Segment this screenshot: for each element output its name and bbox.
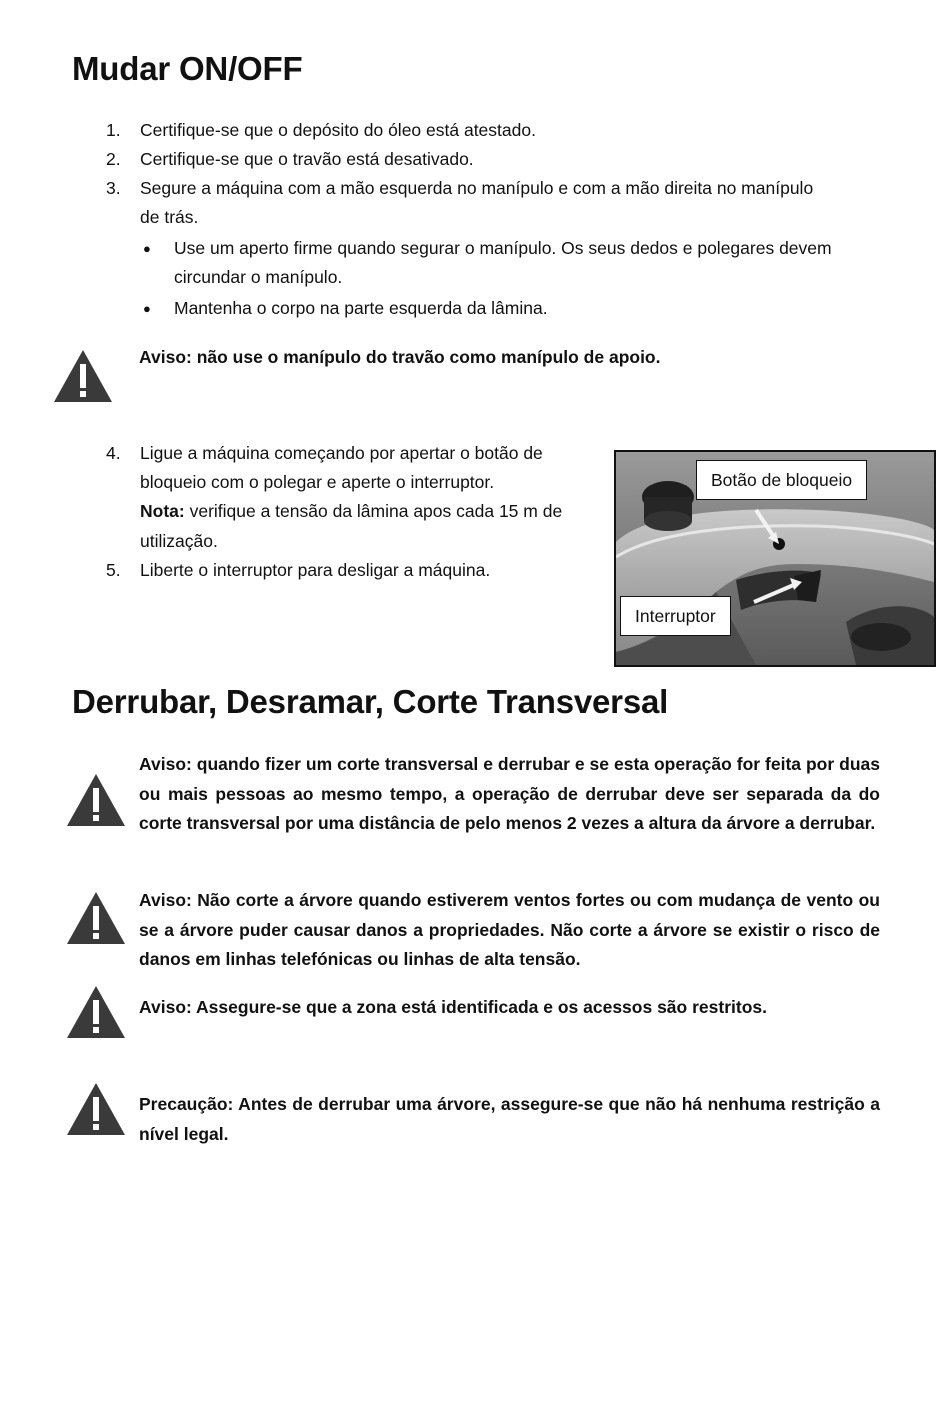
section-title-felling: Derrubar, Desramar, Corte Transversal xyxy=(72,683,669,720)
step-text: Segure a máquina com a mão esquerda no manípulo e com a mão direita no manípulo xyxy=(140,178,814,198)
step-text: Ligue a máquina começando por apertar o botão de xyxy=(140,443,543,463)
warning-triangle-icon xyxy=(65,984,127,1040)
note-text: verifique a tensão da lâmina apos cada 15 m de xyxy=(184,501,563,521)
warning-triangle-icon xyxy=(65,890,127,946)
warning-text: Aviso: Assegure-se que a zona está identificada e os acessos são restritos. xyxy=(139,997,767,1017)
step-text: Certifique-se que o travão está desativado. xyxy=(140,149,474,169)
bullet-dot: ● xyxy=(143,241,151,256)
warning-text: Aviso: quando fizer um corte transversal e derrubar e se esta operação for feita por duas ou mais pessoas ao mesmo tempo, a operação de derrubar deve ser separada da do corte transversal por uma distância de pelo menos 2 vezes a altura da árvore a derrubar. xyxy=(139,754,880,833)
warning-triangle-icon xyxy=(65,1081,127,1137)
warning-triangle-icon xyxy=(65,772,127,828)
warning-text: Aviso: Não corte a árvore quando estiverem ventos fortes ou com mudança de vento ou se a árvore puder causar danos a propriedades. Não corte a árvore se existir o risco de danos em linhas telefónicas ou linhas de alta tensão. xyxy=(139,890,880,969)
step-number: 2. xyxy=(106,149,121,169)
step-text: Liberte o interruptor para desligar a máquina. xyxy=(140,560,491,580)
step-number: 3. xyxy=(106,178,121,198)
note-label: Nota: xyxy=(140,501,185,521)
warning-triangle-icon xyxy=(52,348,114,404)
callout-switch: Interruptor xyxy=(620,596,731,636)
step-text: bloqueio com o polegar e aperte o interruptor. xyxy=(140,472,495,492)
machine-photo xyxy=(614,450,936,667)
bullet-text: Use um aperto firme quando segurar o manípulo. Os seus dedos e polegares devem xyxy=(174,238,832,258)
step-text: Certifique-se que o depósito do óleo está atestado. xyxy=(140,120,536,140)
step-note xyxy=(140,497,562,526)
warning-text: Aviso: não use o manípulo do travão como manípulo de apoio. xyxy=(139,347,661,367)
section-title-on-off: Mudar ON/OFF xyxy=(72,50,303,87)
step-text: de trás. xyxy=(140,207,199,227)
step-number: 1. xyxy=(106,120,121,140)
step-text: utilização. xyxy=(140,531,218,551)
bullet-dot: ● xyxy=(143,301,151,316)
step-number: 4. xyxy=(106,443,121,463)
bullet-text: Mantenha o corpo na parte esquerda da lâmina. xyxy=(174,298,548,318)
precaution-text: Precaução: Antes de derrubar uma árvore, assegure-se que não há nenhuma restrição a nível legal. xyxy=(139,1094,880,1144)
bullet-text: circundar o manípulo. xyxy=(174,267,343,287)
callout-lock-button: Botão de bloqueio xyxy=(696,460,867,500)
step-number: 5. xyxy=(106,560,121,580)
